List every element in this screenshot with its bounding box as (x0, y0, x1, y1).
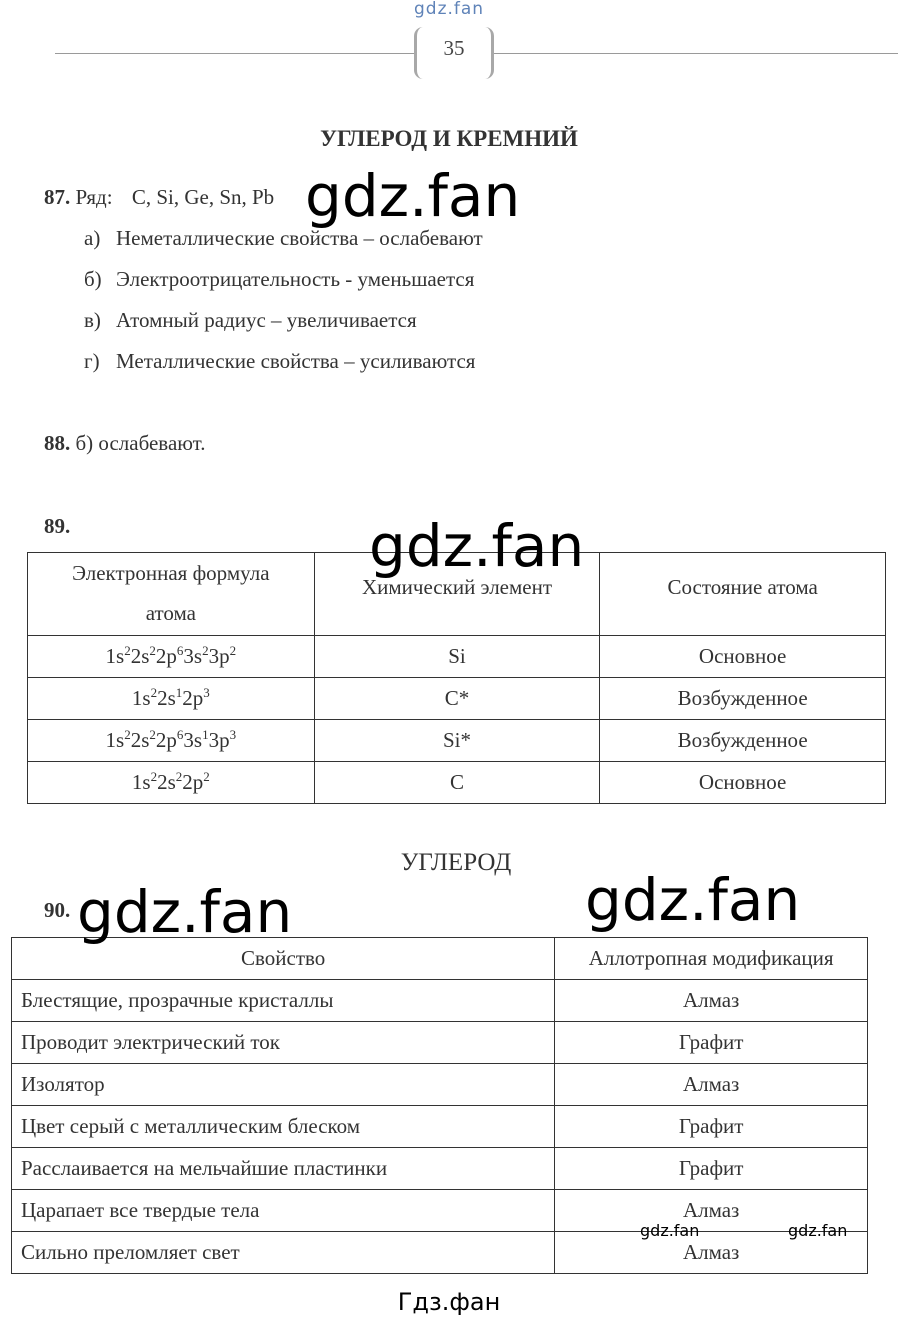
superscript: 1 (202, 727, 209, 742)
modification-cell: Графит (555, 1148, 868, 1190)
header-rule-right (494, 53, 898, 54)
electron-formula: $1s^22s^22p^63s^13p^3$ (28, 720, 315, 762)
element-cell: C (314, 762, 600, 804)
watermark-small: gdz.fan (788, 1221, 848, 1240)
state-cell: Основное (600, 636, 886, 678)
header-modification: Аллотропная модификация (555, 938, 868, 980)
header-state: Состояние атома (600, 553, 886, 636)
section-title: УГЛЕРОД И КРЕМНИЙ (320, 126, 578, 151)
table-row (12, 1232, 868, 1274)
element-cell: C* (314, 678, 600, 720)
watermark-big: gdz.fan (369, 512, 585, 580)
superscript: 2 (150, 769, 158, 784)
list-item (84, 308, 417, 333)
superscript: 3 (203, 685, 210, 700)
superscript: 2 (124, 643, 131, 658)
header-element: Химический элемент (314, 553, 600, 636)
table-row (12, 1022, 868, 1064)
property-cell: Цвет серый с металлическим блеском (12, 1106, 555, 1148)
watermark-big: gdz.fan (305, 162, 521, 230)
superscript: 6 (176, 643, 184, 658)
item-letter: в) (84, 308, 101, 332)
item-letter: а) (84, 226, 101, 250)
property-cell: Царапает все твердые тела (12, 1190, 555, 1232)
item-text: Металлические свойства – усиливаются (116, 349, 476, 373)
list-item (84, 267, 474, 292)
superscript: 2 (149, 643, 156, 658)
property-cell: Сильно преломляет свет (12, 1232, 555, 1274)
table-row (12, 1190, 868, 1232)
q89-number: 89. (44, 514, 71, 538)
item-letter: б) (84, 267, 102, 291)
element-cell: Si* (314, 720, 600, 762)
electron-formula: $1s^22s^22p^2$ (28, 762, 315, 804)
modification-cell: Графит (555, 1106, 868, 1148)
page-number: 35 (443, 36, 465, 60)
superscript: 2 (202, 643, 209, 658)
state-cell: Возбужденное (600, 720, 886, 762)
state-cell: Основное (600, 762, 886, 804)
item-text: Атомный радиус – увеличивается (116, 308, 417, 332)
superscript: 2 (150, 685, 158, 700)
superscript: 3 (229, 727, 237, 742)
element-cell: Si (314, 636, 600, 678)
header-formula (28, 553, 315, 636)
header-rule-left (55, 53, 414, 54)
electron-formula: $1s^22s^22p^63s^23p^2$ (28, 636, 315, 678)
superscript: 2 (124, 727, 131, 742)
header-property: Свойство (12, 938, 555, 980)
q88-answer: б) ослабевают. (75, 431, 206, 455)
header-formula-line2: атома (145, 601, 196, 625)
q87-header (44, 185, 274, 210)
superscript: 2 (203, 769, 210, 784)
property-cell: Проводит электрический ток (12, 1022, 555, 1064)
table-row (12, 1064, 868, 1106)
q87-series: C, Si, Ge, Sn, Pb (131, 185, 275, 209)
header-formula-line1: Электронная формула (72, 561, 270, 585)
property-cell: Изолятор (12, 1064, 555, 1106)
table-row (28, 678, 886, 720)
modification-cell: Графит (555, 1022, 868, 1064)
q87-intro: Ряд: (75, 185, 113, 209)
property-cell: Блестящие, прозрачные кристаллы (12, 980, 555, 1022)
superscript: 2 (149, 727, 156, 742)
electron-config-table (27, 552, 886, 804)
allotrope-table (11, 937, 868, 1274)
table-row (12, 1106, 868, 1148)
watermark-small: gdz.fan (640, 1221, 700, 1240)
superscript: 1 (175, 685, 183, 700)
q87-number: 87. (44, 185, 71, 209)
watermark-big: gdz.fan (77, 878, 293, 946)
state-cell: Возбужденное (600, 678, 886, 720)
modification-cell: Алмаз (555, 1190, 868, 1232)
superscript: 2 (175, 769, 183, 784)
item-text: Электроотрицательность - уменьшается (116, 267, 475, 291)
modification-cell: Алмаз (555, 980, 868, 1022)
watermark-footer: Гдз.фан (397, 1288, 501, 1316)
superscript: 2 (229, 643, 237, 658)
table-row (28, 636, 886, 678)
modification-cell: Алмаз (555, 1064, 868, 1106)
table-row (12, 1148, 868, 1190)
table-row (12, 980, 868, 1022)
watermark-big: gdz.fan (585, 866, 801, 934)
subsection-title: УГЛЕРОД (400, 849, 512, 876)
superscript: 6 (176, 727, 184, 742)
modification-cell: Алмаз (555, 1232, 868, 1274)
property-cell: Расслаивается на мельчайшие пластинки (12, 1148, 555, 1190)
watermark-top: gdz.fan (414, 0, 485, 19)
item-text: Неметаллические свойства – ослабевают (116, 226, 483, 250)
q88-number: 88. (44, 431, 71, 455)
list-item (84, 349, 475, 374)
q88 (44, 431, 206, 456)
table-row (28, 762, 886, 804)
table-row (28, 720, 886, 762)
item-letter: г) (84, 349, 100, 373)
q90-number: 90. (44, 898, 71, 922)
electron-formula: $1s^22s^12p^3$ (28, 678, 315, 720)
